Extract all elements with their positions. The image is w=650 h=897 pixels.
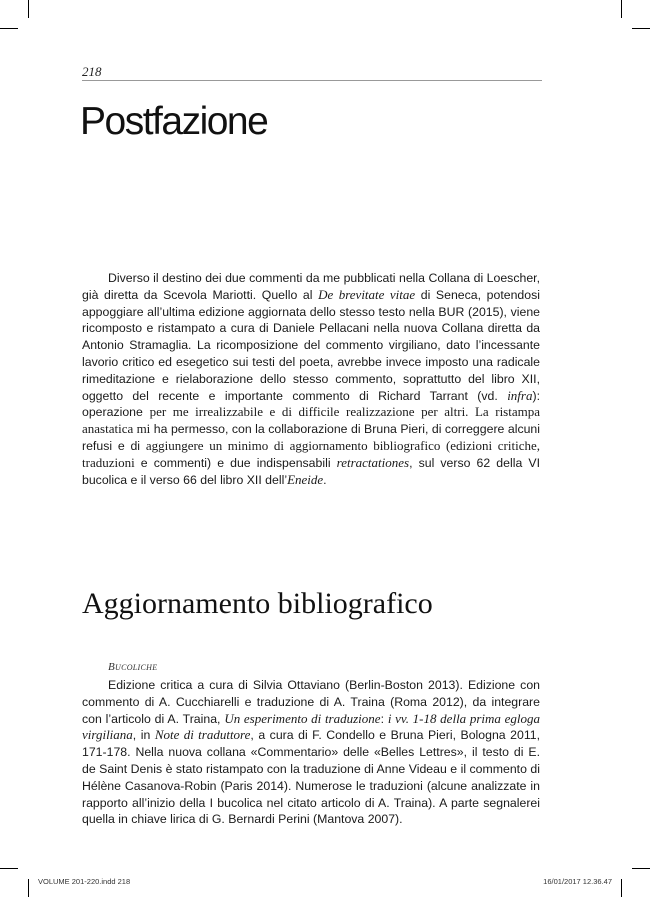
crop-mark <box>632 28 650 29</box>
crop-mark <box>28 0 29 18</box>
bibliography-paragraph: Edizione critica a cura di Silvia Ottaviano (Berlin-Boston 2013). Edizione con commento di A. Cucchiarelli e traduzione di A. Traina (Roma 2012), da integrare con l’articolo di A. Traina, Un esperimento di traduzione: i vv. 1-18 della prima egloga virgiliana, in Note di traduttore, a cura di F. Condello e Bruna Pieri, Bologna 2011, 171-178. Nella nuova collana «Commentario» delle «Belles Lettres», il testo di E. de Saint Denis è stato ristampato con la traduzione di Anne Videau e il commento di Hélène Casanova-Robin (Paris 2014). Numerose le traduzioni (alcune analizzate in rapporto all’inizio della I bucolica nel citato articolo di A. Traina). A parte segnalerei quella in chiave lirica di G. Bernardi Perini (Mantova 2007). <box>82 678 540 827</box>
intro-paragraph: Diverso il destino dei due commenti da me pubblicati nella Collana di Loescher, già diretta da Scevola Mariotti. Quello al De brevitate vitae di Seneca, potendosi appoggiare all’ultima edizione aggiornata dello stesso testo nella BUR (2015), viene ricomposto e ristampato a cura di Daniele Pellacani nella nuova Collana diretta da Antonio Stramaglia. La ricomposizione del commento virgiliano, dato l’incessante lavorio critico ed esegetico sui testi del poeta, avrebbe invece imposto una radicale rimeditazione e rielaborazione dello stesso commento, soprattutto del libro XII, oggetto del recente e importante commento di Richard Tarrant (vd. infra): operazione per me irrealizzabile e di difficile realizzazione per altri. La ristampa anastatica mi ha permesso, con la collaborazione di Bruna Pieri, di correggere alcuni refusi e di aggiungere un minimo di aggiornamento bibliografico (edizioni critiche, traduzioni e commenti) e due indispensabili retractationes, sul verso 62 della VI bucolica e il verso 66 del libro XII dell’Eneide. <box>82 271 541 487</box>
crop-mark <box>0 28 18 29</box>
subsection-label: Bucoliche <box>108 661 158 673</box>
footer-file-info: VOLUME 201-220.indd 218 <box>38 877 131 886</box>
footer-timestamp: 16/01/2017 12.36.47 <box>543 877 612 886</box>
header-rule <box>82 80 542 81</box>
crop-mark <box>0 868 18 869</box>
page-number: 218 <box>82 64 102 79</box>
crop-mark <box>621 0 622 18</box>
crop-mark <box>28 879 29 897</box>
chapter-title: Postfazione <box>80 100 268 143</box>
crop-mark <box>621 879 622 897</box>
section-title: Aggiornamento bibliografico <box>82 587 433 620</box>
crop-mark <box>632 868 650 869</box>
